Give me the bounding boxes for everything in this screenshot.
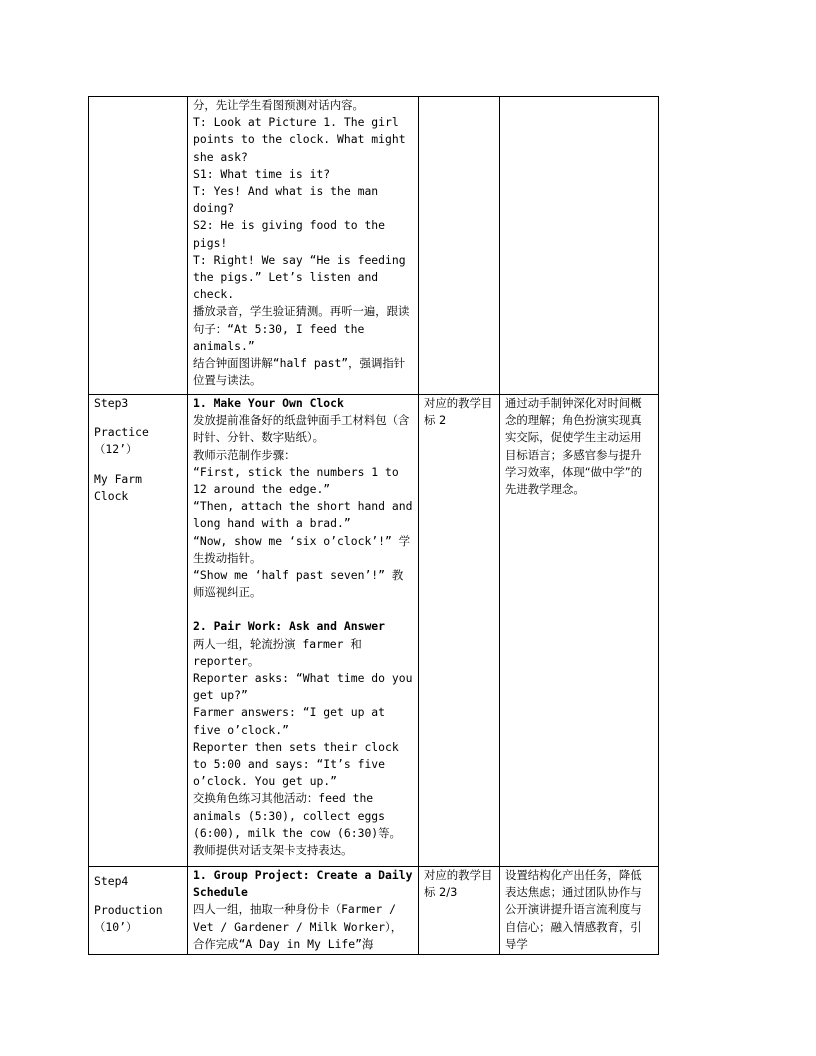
content-line: “Then, attach the short hand and long hand with a brad.”	[193, 499, 413, 531]
step-label: Step3	[94, 396, 129, 410]
step-cell	[89, 97, 188, 395]
purpose-cell	[500, 867, 659, 955]
content-line: T: Yes! And what is the man doing?	[193, 184, 379, 216]
content-line: Reporter then sets their clock to 5:00 and says: “It’s five o’clock. You get up.”	[193, 739, 399, 789]
spacer	[193, 601, 413, 618]
purpose-cell	[500, 97, 659, 395]
content-cell	[188, 97, 419, 395]
content-line: S2: He is giving food to the pigs!	[193, 218, 386, 250]
content-line: 两人一组，轮流扮演 farmer 和 reporter。	[193, 636, 362, 668]
step-title: My Farm Clock	[94, 471, 143, 503]
table-row	[89, 97, 659, 395]
content-cell	[188, 395, 419, 867]
content-line: Reporter asks: “What time do you get up?”	[193, 671, 413, 703]
content-line: “Show me ‘half past seven’!” 教师巡视纠正。	[193, 568, 404, 600]
content-line: Farmer answers: “I get up at five o’clock.”	[193, 705, 386, 737]
content-line: 四人一组，抽取一种身份卡（Farmer / Vet / Gardener / Milk Worker），合作完成“A Day in My Life”海	[193, 902, 403, 951]
lesson-plan-table	[88, 96, 659, 955]
content-line: 分，先让学生看图预测对话内容。	[193, 98, 364, 112]
goal-cell	[419, 97, 500, 395]
content-line: “Now, show me ‘six o’clock’!” 学生拨动指针。	[193, 533, 411, 565]
content-line: S1: What time is it?	[193, 166, 331, 181]
step-label: Step4	[94, 874, 129, 888]
content-line: “First, stick the numbers 1 to 12 around the edge.”	[193, 464, 399, 497]
table-row	[89, 867, 659, 955]
content-line: 教师提供对话支架卡支持表达。	[193, 843, 353, 858]
content-line: 教师示范制作步骤：	[193, 447, 296, 462]
goal-cell	[419, 395, 500, 867]
purpose-text: 设置结构化产出任务，降低表达焦虑；通过团队协作与公开演讲提升语言流利度与自信心；融入情感教育，引导学	[505, 868, 642, 951]
content-line: 交换角色练习其他活动：feed the animals (5:30), collect eggs (6:00), milk the cow (6:30)等。	[193, 791, 401, 840]
content-heading: 1. Group Project: Create a Daily Schedule	[193, 868, 413, 900]
goal-text: 对应的教学目标 2/3	[424, 868, 493, 900]
step-cell	[89, 395, 188, 867]
step-phase: Production （10’）	[94, 903, 163, 935]
content-cell	[188, 867, 419, 955]
content-heading: 2. Pair Work: Ask and Answer	[193, 619, 386, 634]
goal-text: 对应的教学目标 2	[424, 396, 493, 428]
purpose-text: 通过动手制钟深化对时间概念的理解；角色扮演实现真实交际，促使学生主动运用目标语言；多感官参与提升学习效率，体现“做中学”的先进教学理念。	[505, 396, 643, 497]
content-line: 结合钟面图讲解“half past”，强调指针位置与读法。	[193, 356, 406, 388]
step-phase: Practice （12’）	[94, 425, 149, 457]
content-heading: 1. Make Your Own Clock	[193, 396, 344, 410]
goal-cell	[419, 867, 500, 955]
table-row	[89, 395, 659, 867]
content-line: T: Right! We say “He is feeding the pigs.” Let’s listen and check.	[193, 252, 406, 302]
content-line: T: Look at Picture 1. The girl points to the clock. What might she ask?	[193, 115, 406, 164]
purpose-cell	[500, 395, 659, 867]
content-line: 播放录音，学生验证猜测。再听一遍，跟读句子：“At 5:30, I feed the animals.”	[193, 304, 410, 353]
content-line: 发放提前准备好的纸盘钟面手工材料包（含时针、分针、数字贴纸）。	[193, 413, 410, 445]
step-cell	[89, 867, 188, 955]
